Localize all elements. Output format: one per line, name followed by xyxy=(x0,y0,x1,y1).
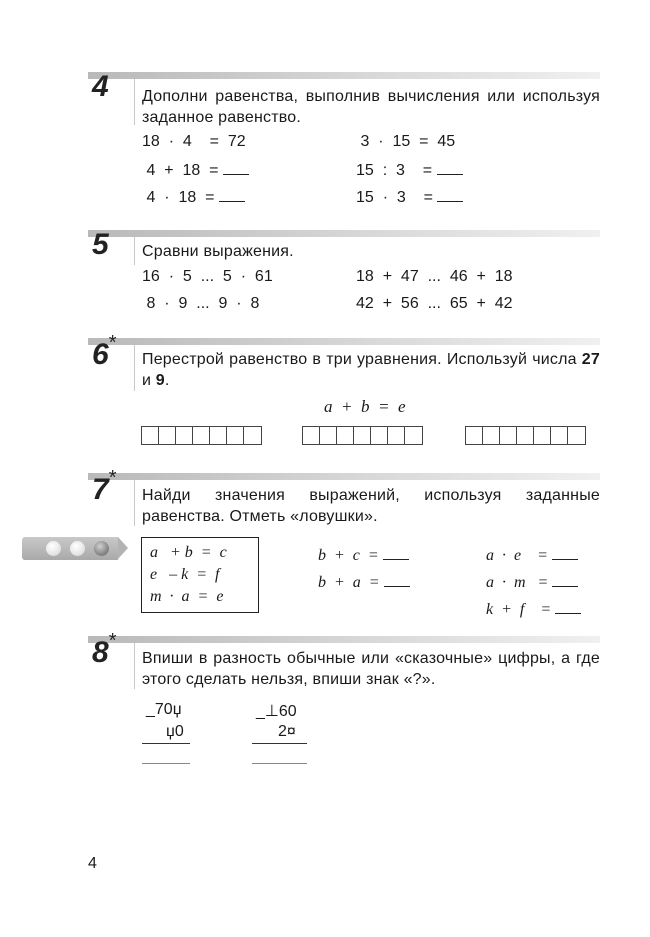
comparison-right-1[interactable]: 18 + 47 ... 46 + 18 xyxy=(356,268,513,285)
subtraction-1-minuend: _70џ xyxy=(146,701,182,718)
exercise-number: 8* xyxy=(92,630,116,669)
exercise-task: Сравни выражения. xyxy=(142,243,294,260)
subtraction-2-answer[interactable] xyxy=(252,763,307,764)
answer-blank[interactable] xyxy=(223,160,249,175)
equation-left-3[interactable]: 4 · 18 = xyxy=(142,187,245,207)
exercise-6 xyxy=(88,332,600,416)
given-equalities-box xyxy=(141,537,259,613)
equation-right-3[interactable]: 15 · 3 = xyxy=(356,187,463,207)
subtraction-2-line xyxy=(252,743,307,744)
subtraction-2-subtrahend: 2¤ xyxy=(278,723,296,740)
exercise-number: 6* xyxy=(92,332,116,371)
given-equality: m · a = e xyxy=(150,588,224,605)
exercise-header-bar xyxy=(88,72,600,79)
exercise-task: Найди значения выражений, используя заданные равенства. Отметь «ловушки». xyxy=(142,487,600,525)
subtraction-2-minuend: _⊥60 xyxy=(256,703,297,720)
header-divider xyxy=(134,643,135,689)
answer-blank[interactable] xyxy=(437,187,463,202)
header-divider xyxy=(134,237,135,265)
answer-blank[interactable] xyxy=(437,160,463,175)
level-dot-active-icon xyxy=(94,541,109,556)
comparison-left-1[interactable]: 16 · 5 ... 5 · 61 xyxy=(142,268,273,285)
answer-cells-3[interactable] xyxy=(465,426,586,445)
given-equality: a + b = c xyxy=(150,544,227,561)
subtraction-1-line xyxy=(142,743,190,744)
expression-right-3[interactable]: k + f = xyxy=(486,599,581,619)
exercise-number: 5 xyxy=(92,228,108,261)
exercise-header-bar xyxy=(88,338,600,345)
header-divider xyxy=(134,79,135,125)
page-number: 4 xyxy=(88,855,97,872)
level-dot-icon xyxy=(46,541,61,556)
exercise-number: 7* xyxy=(92,467,116,506)
exercise-number: 4 xyxy=(92,70,108,103)
expression-mid-1[interactable]: b + c = xyxy=(318,545,409,565)
exercise-task: Перестрой равенство в три уравнения. Используй числа 27 и 9. xyxy=(142,351,600,389)
answer-blank[interactable] xyxy=(219,187,245,202)
exercise-7 xyxy=(88,467,600,618)
expression-right-1[interactable]: a · e = xyxy=(486,545,578,565)
header-divider xyxy=(134,480,135,526)
answer-cells-1[interactable] xyxy=(141,426,262,445)
exercise-header-bar xyxy=(88,473,600,480)
expression-right-2[interactable]: a · m = xyxy=(486,572,578,592)
exercise-4 xyxy=(88,70,600,206)
exercise-5 xyxy=(88,228,600,312)
expression-mid-2[interactable]: b + a = xyxy=(318,572,410,592)
exercise-task: Дополни равенства, выполнив вычисления или используя заданное равенство. xyxy=(142,88,600,126)
answer-cells-2[interactable] xyxy=(302,426,423,445)
exercise-8 xyxy=(88,630,600,740)
comparison-left-2[interactable]: 8 · 9 ... 9 · 8 xyxy=(142,295,260,312)
given-equality: e – k = f xyxy=(150,566,220,583)
exercise-header-bar xyxy=(88,636,600,643)
exercise-task: Впиши в разность обычные или «сказочные» цифры, а где этого сделать нельзя, впиши знак «?». xyxy=(142,650,600,688)
comparison-right-2[interactable]: 42 + 56 ... 65 + 42 xyxy=(356,295,513,312)
subtraction-1-answer[interactable] xyxy=(142,763,190,764)
level-dot-icon xyxy=(70,541,85,556)
equation-left-2[interactable]: 4 + 18 = xyxy=(142,160,249,180)
answer-blank[interactable] xyxy=(384,572,410,587)
answer-blank[interactable] xyxy=(383,545,409,560)
base-equation: a + b = e xyxy=(324,397,406,416)
equation-right-1: 3 · 15 = 45 xyxy=(356,133,456,150)
equation-left-1: 18 · 4 = 72 xyxy=(142,133,246,150)
difficulty-indicator xyxy=(22,537,118,560)
equation-right-2[interactable]: 15 : 3 = xyxy=(356,160,463,180)
answer-blank[interactable] xyxy=(552,545,578,560)
subtraction-1-subtrahend: џ0 xyxy=(166,723,184,740)
header-divider xyxy=(134,345,135,391)
answer-blank[interactable] xyxy=(555,599,581,614)
answer-blank[interactable] xyxy=(552,572,578,587)
exercise-header-bar xyxy=(88,230,600,237)
